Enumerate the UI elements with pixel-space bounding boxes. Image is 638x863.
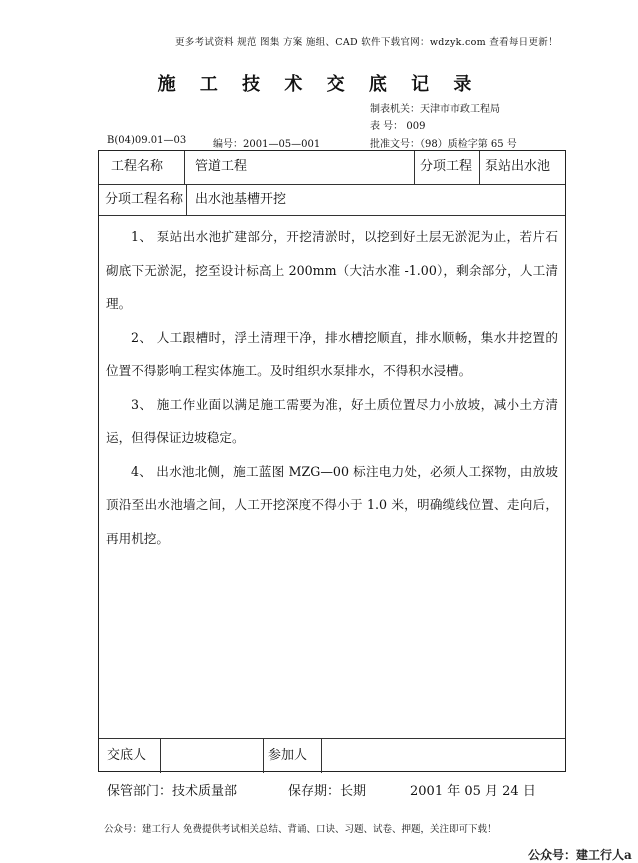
- disclosure-content: [106, 220, 558, 555]
- storage-dept: 保管部门：技术质量部: [107, 784, 238, 799]
- subproject-value: 泵站出水池: [485, 159, 551, 174]
- subproject-label: 分项工程: [420, 159, 473, 174]
- paragraph: 4、 出水池北侧，施工蓝图 MZG—00 标注电力处，必须人工探物，由放坡顶沿至出水池墙之间，人工开挖深度不得小于 1.0 米，明确缆线位置、走向后，再用机挖。: [106, 463, 558, 546]
- footer-note: 公众号：建工行人 免费提供考试相关总结、背诵、口诀、习题、试卷、押题，关注即可下载！: [104, 824, 497, 835]
- form-code: B(04)09.01—03: [107, 135, 187, 146]
- column-divider: [186, 184, 187, 215]
- column-divider: [263, 738, 264, 773]
- storage-period: 保存期：长期: [288, 784, 367, 799]
- paragraph: 2、 人工跟槽时，浮土清理干净，排水槽挖顺直，排水顺畅，集水井挖置的位置不得影响工程实体施工。及时组织水泵排水，不得积水浸槽。: [106, 329, 558, 378]
- paragraph: 3、 施工作业面以满足施工需要为准，好土质位置尽力小放坡，减小土方清运，但得保证边坡稳定。: [106, 396, 558, 445]
- row-divider: [99, 184, 565, 185]
- record-date: 2001 年 05 月 24 日: [410, 784, 536, 799]
- item-name-value: 出水池基槽开挖: [195, 192, 287, 207]
- form-number-text: 表 号： 009: [370, 121, 426, 132]
- column-divider: [160, 738, 161, 773]
- item-name-label: 分项工程名称: [105, 192, 184, 207]
- participant-label: 参加人: [268, 748, 308, 763]
- paragraph: 1、 泵站出水池扩建部分，开挖清淤时，以挖到好土层无淤泥为止，若片石砌底下无淤泥，挖至设计标高上 200mm（大沽水准 -1.00），剩余部分，人工清理。: [106, 229, 558, 311]
- row-divider: [99, 738, 565, 739]
- watermark-text: 公众号：建工行人a: [528, 848, 632, 862]
- column-divider: [479, 151, 480, 184]
- approval-text: 批准文号：（98）质检字第 65 号: [370, 139, 517, 150]
- column-divider: [414, 151, 415, 184]
- header-note: 更多考试资料 规范 图集 方案 施组、CAD 软件下载官网：wdzyk.com 查看每日更新！: [175, 37, 558, 48]
- column-divider: [321, 738, 322, 773]
- page-title: 施 工 技 术 交 底 记 录: [157, 74, 481, 95]
- project-name-value: 管道工程: [195, 159, 248, 174]
- presenter-label: 交底人: [107, 748, 147, 763]
- row-divider: [99, 215, 565, 216]
- record-table: [98, 150, 566, 772]
- project-name-label: 工程名称: [111, 159, 164, 174]
- issuer-text: 制表机关：天津市市政工程局: [370, 104, 500, 115]
- column-divider: [184, 151, 185, 184]
- record-number: 编号：2001—05—001: [213, 139, 321, 150]
